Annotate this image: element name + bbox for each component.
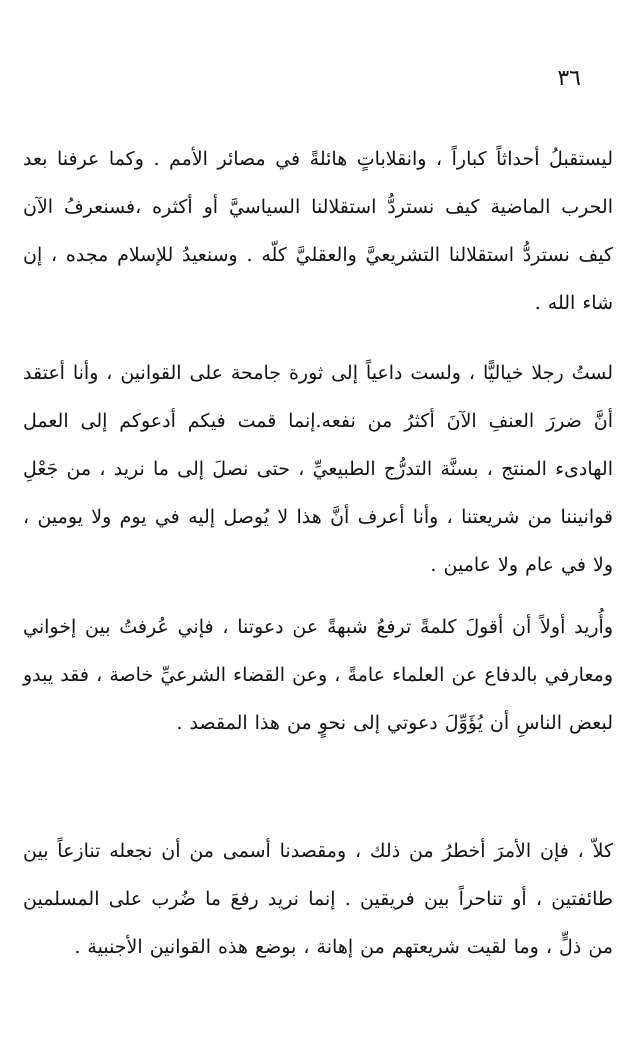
paragraph-2: لستُ رجلا خياليًّا ، ولست داعياً إلى ثورة جامحة على القوانين ، وأنا أعتقد أنَّ ضررَ العنفِ الآنَ أكثرُ من نفعه.إنما قمت فيكم أدعوكم إلى العمل الهادىء المنتج ، بسنَّة التدرُّج الطبيعيِّ ، حتى نصلَ إلى ما نريد ، من جَعْلِ قوانيننا من شريعتنا ، وأنا أعرف أنَّ هذا لا يُوصل إليه في يوم ولا يومين ، ولا في عام ولا عامين .: [23, 362, 613, 576]
paragraph-3: وأُريد أولاً أن أقولَ كلمةً ترفعُ شبهةً عن دعوتنا ، فإني عُرفتُ بين إخواني ومعارفي بالدفاع عن العلماء عامةً ، وعن القضاء الشرعيِّ خاصة ، فقد يبدو لبعض الناسِ أن يُؤَوِّلَ دعوتي إلى نحوٍ من هذا المقصد .: [23, 616, 613, 734]
paragraph-4: كلاّ ، فإن الأمرَ أخطرُ من ذلك ، ومقصدنا أسمى من أن نجعله تنازعاً بين طائفتين ، أو تناحراً بين فريقين . إنما نريد رفعَ ما ضُرب على المسلمين من ذلٍّ ، وما لقيت شريعتهم من إهانة ، بوضع هذه القوانين الأجنبية .: [23, 840, 613, 958]
page-number: ٣٦: [557, 66, 581, 91]
paragraph-1: ليستقبلُ أحداثاً كباراً ، وانقلاباتٍ هائلةً في مصائر الأمم . وكما عرفنا بعد الحرب الماضية كيف نستردُّ استقلالنا السياسيَّ أو أكثره ،فسنعرفُ الآن كيف نستردُّ استقلالنا التشريعيَّ والعقليَّ كلّه . وسنعيدُ للإسلام مجده ، إن شاء الله .: [23, 148, 613, 314]
